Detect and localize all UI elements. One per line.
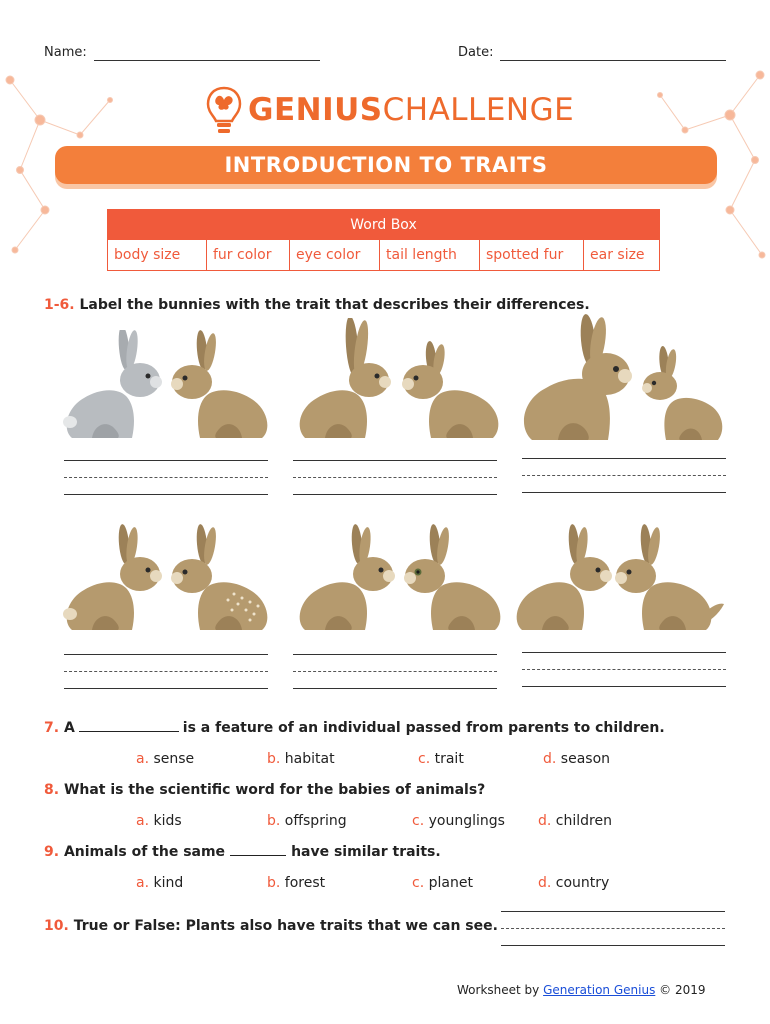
question-7 (44, 720, 665, 736)
q7-choice-a-text: sense (153, 751, 195, 767)
q7-choice-b-letter: b. (267, 751, 281, 767)
bunny-small-ears (402, 341, 498, 438)
q8-choice-b[interactable] (267, 813, 347, 829)
question-8-number: 8. (44, 782, 60, 798)
q9-choice-a-letter: a. (136, 875, 150, 891)
q8-choice-d-letter: d. (538, 813, 552, 829)
bunny-brown (171, 330, 267, 438)
word-tail-length: tail length (380, 240, 480, 270)
question-7-blank[interactable] (79, 731, 179, 732)
q8-choice-a-letter: a. (136, 813, 150, 829)
q9-choice-b-text: forest (284, 875, 326, 891)
question-10-number: 10. (44, 918, 69, 934)
answer-line-10-top[interactable] (501, 911, 725, 912)
word-box (107, 209, 660, 271)
word-eye-color: eye color (290, 240, 380, 270)
answer-line-2-bottom (293, 494, 497, 495)
name-label: Name: (44, 45, 87, 60)
question-10 (44, 918, 498, 934)
answer-line-4-bottom (64, 688, 268, 689)
bunny-dark-eye (300, 524, 395, 630)
question-8 (44, 782, 485, 798)
q8-choice-c[interactable] (412, 813, 505, 829)
question-9-number: 9. (44, 844, 60, 860)
q7-choice-a[interactable] (136, 751, 194, 767)
logo-wordmark (248, 92, 574, 128)
bunny-large (524, 313, 632, 440)
q7-choice-c-text: trait (434, 751, 464, 767)
page-title: INTRODUCTION TO TRAITS (224, 153, 548, 177)
q8-choice-b-text: offspring (284, 813, 347, 829)
answer-line-5-top[interactable] (293, 654, 497, 655)
question-7-number: 7. (44, 720, 60, 736)
labeling-prompt (44, 297, 590, 313)
bunny-pair-1 (62, 330, 272, 445)
answer-line-10-mid (501, 928, 725, 929)
q9-choice-b[interactable] (267, 875, 325, 891)
word-spotted-fur: spotted fur (480, 240, 584, 270)
answer-line-6-top[interactable] (522, 652, 726, 653)
footer-credit (457, 983, 706, 997)
footer-prefix: Worksheet by (457, 983, 540, 997)
word-box-title: Word Box (108, 210, 659, 240)
q9-choice-a[interactable] (136, 875, 183, 891)
answer-line-2-top[interactable] (293, 460, 497, 461)
bunny-big-ears (300, 318, 391, 438)
q9-choice-c-text: planet (428, 875, 473, 891)
q9-choice-a-text: kind (153, 875, 184, 891)
q7-choice-b-text: habitat (284, 751, 335, 767)
q9-choice-c[interactable] (412, 875, 473, 891)
q7-choice-c[interactable] (418, 751, 464, 767)
q9-choice-d-text: country (555, 875, 610, 891)
answer-line-6-bottom (522, 686, 726, 687)
answer-line-5-mid (293, 671, 497, 672)
answer-line-5-bottom (293, 688, 497, 689)
answer-line-3-top[interactable] (522, 458, 726, 459)
labeling-text: Label the bunnies with the trait that describes their differences. (79, 297, 590, 313)
word-body-size: body size (108, 240, 207, 270)
bunny-pair-5 (295, 522, 505, 637)
title-banner (55, 146, 717, 184)
labeling-number: 1-6. (44, 297, 75, 313)
q7-choice-c-letter: c. (418, 751, 431, 767)
answer-line-1-top[interactable] (64, 460, 268, 461)
q8-choice-d-text: children (555, 813, 612, 829)
answer-line-3-bottom (522, 492, 726, 493)
bunny-pair-2 (295, 318, 505, 443)
date-field[interactable] (500, 60, 726, 61)
q8-choice-d[interactable] (538, 813, 612, 829)
bunny-pair-4 (62, 522, 272, 637)
footer-suffix: © 2019 (659, 983, 706, 997)
answer-line-2-mid (293, 477, 497, 478)
word-ear-size: ear size (590, 247, 645, 263)
q7-choice-d[interactable] (543, 751, 610, 767)
answer-line-10-bottom (501, 945, 725, 946)
answer-line-4-top[interactable] (64, 654, 268, 655)
question-7-post: is a feature of an individual passed from parents to children. (182, 720, 665, 736)
q7-choice-d-letter: d. (543, 751, 557, 767)
bunny-pair-6 (512, 522, 727, 637)
bunny-plain (63, 524, 162, 630)
question-7-pre: A (63, 720, 75, 736)
logo-light: CHALLENGE (382, 92, 575, 128)
date-label: Date: (458, 45, 494, 60)
word-box-row (108, 240, 659, 270)
answer-line-4-mid (64, 671, 268, 672)
footer-link[interactable]: Generation Genius (543, 983, 656, 997)
q8-choice-a-text: kids (153, 813, 182, 829)
q8-choice-a[interactable] (136, 813, 182, 829)
bunny-short-tail (517, 524, 612, 630)
question-9-pre: Animals of the same (63, 844, 226, 860)
q9-choice-d[interactable] (538, 875, 609, 891)
answer-line-1-mid (64, 477, 268, 478)
word-fur-color: fur color (207, 240, 290, 270)
q9-choice-c-letter: c. (412, 875, 425, 891)
q7-choice-a-letter: a. (136, 751, 150, 767)
question-8-text: What is the scientific word for the babies of animals? (63, 782, 486, 798)
name-field[interactable] (94, 60, 320, 61)
bunny-spotted (171, 524, 267, 630)
bunny-long-tail (615, 524, 724, 630)
q8-choice-c-letter: c. (412, 813, 425, 829)
q8-choice-c-text: younglings (428, 813, 505, 829)
question-9-post: have similar traits. (291, 844, 441, 860)
question-9-blank[interactable] (230, 855, 286, 856)
q9-choice-d-letter: d. (538, 875, 552, 891)
question-9 (44, 844, 441, 860)
answer-line-6-mid (522, 669, 726, 670)
q7-choice-d-text: season (560, 751, 611, 767)
bunny-pair-3 (518, 312, 728, 442)
lightbulb-brain-icon (205, 85, 243, 137)
bunny-gray (63, 330, 162, 438)
question-10-text: True or False: Plants also have traits that we can see. (73, 918, 498, 934)
q9-choice-b-letter: b. (267, 875, 281, 891)
answer-line-3-mid (522, 475, 726, 476)
q8-choice-b-letter: b. (267, 813, 281, 829)
bunny-small (642, 346, 722, 440)
bunny-light-eye (404, 524, 500, 630)
answer-line-1-bottom (64, 494, 268, 495)
logo-bold: GENIUS (248, 92, 383, 128)
q7-choice-b[interactable] (267, 751, 335, 767)
